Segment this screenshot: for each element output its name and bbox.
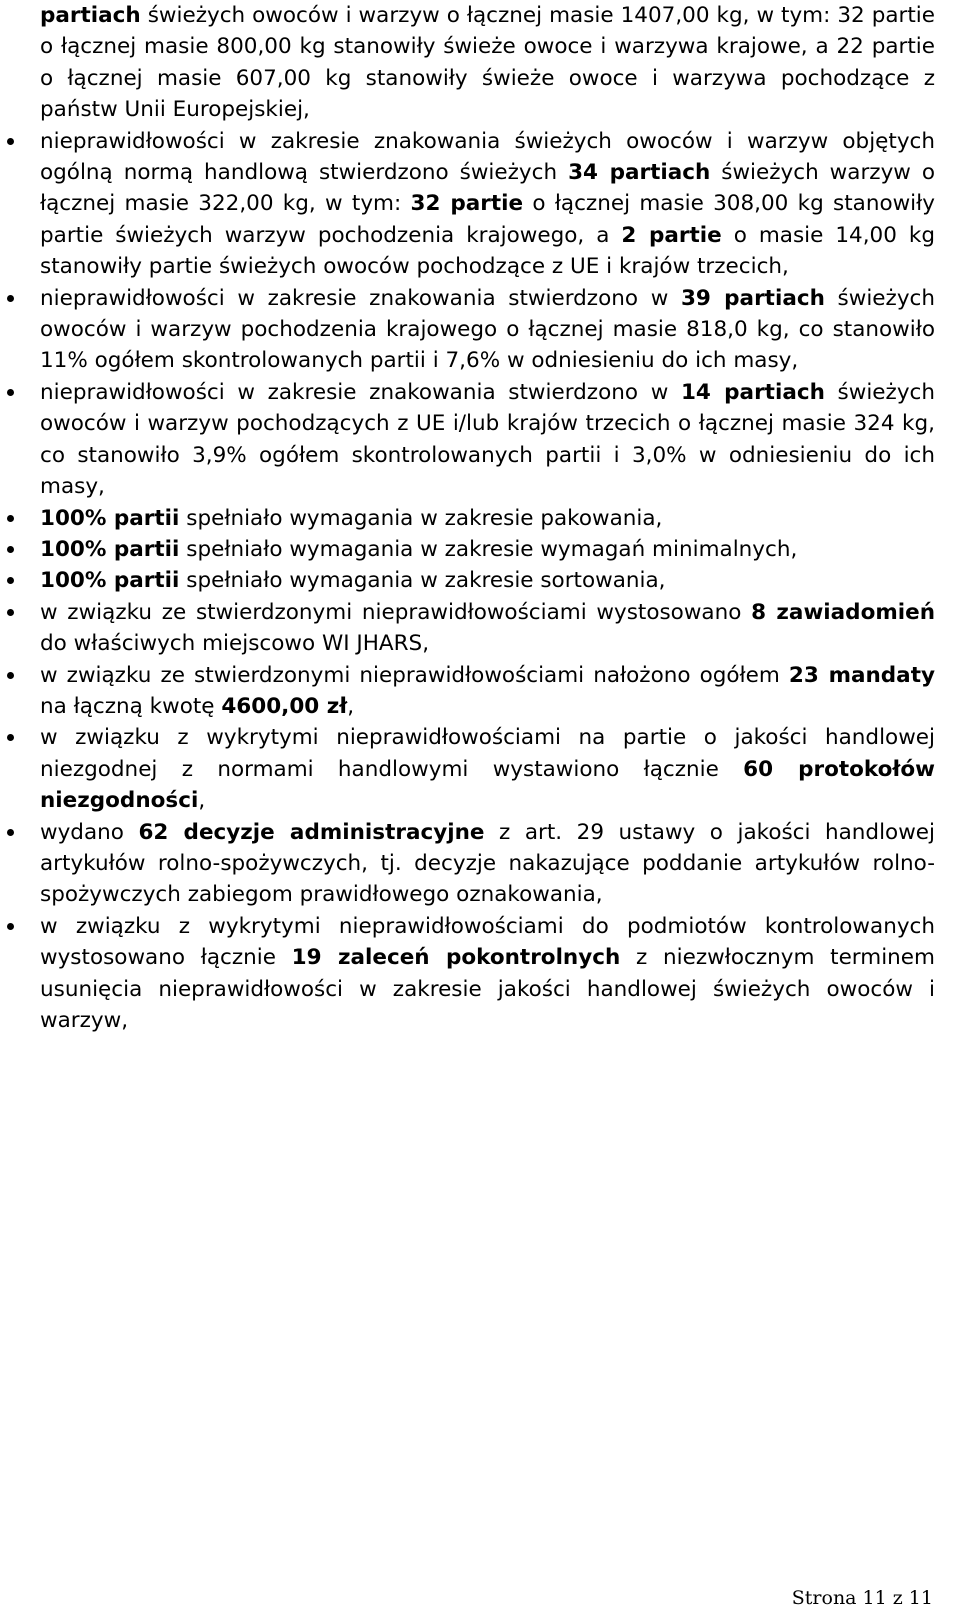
bold-text: 100% partii — [40, 505, 180, 531]
text-run: świeżych owoców i warzyw o łącznej masie 1407,00 kg, w tym: 32 partie o łącznej masie 800,00 kg stanowiły świeże owoce i warzywa krajowe, a 22 partie o łącznej masie 607,00 kg stanowiły świeże owoce i warzywa pochodzące z państw Unii Europejskiej, — [40, 3, 935, 123]
bold-text: 32 partie — [410, 191, 524, 217]
bold-text: 62 decyzje administracyjne — [138, 819, 485, 845]
bullet-item — [40, 503, 935, 534]
bold-text: partiach — [40, 3, 141, 28]
bold-text: 8 zawiadomień — [751, 599, 935, 625]
bullet-item — [40, 660, 935, 723]
text-run: nieprawidłowości w zakresie znakowania stwierdzono w — [40, 285, 681, 311]
bullet-item — [40, 565, 935, 596]
text-run: o łącznej masie 308,00 kg stanowiły partie świeżych warzyw pochodzenia krajowego, a — [40, 191, 935, 248]
bullet-item — [40, 534, 935, 565]
text-run: spełniało wymagania w zakresie wymagań minimalnych, — [179, 536, 798, 562]
text-run: spełniało wymagania w zakresie pakowania, — [179, 505, 663, 531]
text-run: z niezwłocznym terminem usunięcia nieprawidłowości w zakresie jakości handlowej świeżych owoców i warzyw, — [40, 945, 935, 1033]
bold-text: 23 mandaty — [788, 662, 935, 688]
text-run: w związku ze stwierdzonymi nieprawidłowościami nałożono ogółem — [40, 662, 789, 688]
text-run: świeżych warzyw o łącznej masie 322,00 kg, w tym: — [40, 160, 935, 217]
bold-text: 60 protokołów niezgodności — [40, 756, 935, 814]
text-run: w związku z wykrytymi nieprawidłowościami do podmiotów kontrolowanych wystosowano łącznie — [40, 913, 935, 971]
page-number: Strona 11 z 11 — [791, 1587, 933, 1609]
bold-text: 19 zaleceń pokontrolnych — [291, 945, 621, 971]
bold-text: 100% partii — [40, 568, 180, 594]
text-run: spełniało wymagania w zakresie sortowania, — [179, 568, 666, 594]
bullet-item — [40, 377, 935, 503]
text-run: do właściwych miejscowo WI JHARS, — [40, 631, 430, 657]
text-run: nieprawidłowości w zakresie znakowania świeżych owoców i warzyw objętych ogólną normą handlową stwierdzono świeżych — [40, 128, 935, 186]
text-run: , — [198, 788, 206, 814]
text-run: na łączną kwotę — [40, 693, 222, 719]
text-run: z art. 29 ustawy o jakości handlowej artykułów rolno-spożywczych, tj. decyzje nakazujące poddanie artykułów rolno-spożywczych zabiegom prawidłowego oznakowania, — [40, 819, 935, 908]
bold-text: 14 partiach — [680, 379, 825, 405]
bullet-item — [40, 126, 935, 283]
text-run: nieprawidłowości w zakresie znakowania stwierdzono w — [40, 379, 681, 405]
bold-text: 100% partii — [40, 536, 180, 562]
bullet-item — [40, 597, 935, 660]
bold-text: 2 partie — [621, 222, 722, 248]
text-run: wydano — [40, 819, 139, 845]
text-run: świeżych owoców i warzyw pochodzenia krajowego o łącznej masie 818,0 kg, co stanowiło 11% ogółem skontrolowanych partii i 7,6% w odniesieniu do ich masy, — [40, 285, 935, 374]
bold-text: 4600,00 zł — [221, 693, 348, 719]
bullet-item — [40, 817, 935, 911]
text-run: , — [347, 693, 355, 719]
bullet-item — [40, 722, 935, 816]
text-run: w związku z wykrytymi nieprawidłowościami na partie o jakości handlowej niezgodnej z normami handlowymi wystawiono łącznie — [40, 725, 935, 782]
text-run: świeżych owoców i warzyw pochodzących z UE i/lub krajów trzecich o łącznej masie 324 kg, co stanowiło 3,9% ogółem skontrolowanych partii i 3,0% w odniesieniu do ich masy, — [40, 379, 935, 500]
text-run: w związku ze stwierdzonymi nieprawidłowościami wystosowano — [40, 599, 752, 625]
text-run: o masie 14,00 kg stanowiły partie świeżych owoców pochodzące z UE i krajów trzecich, — [40, 222, 935, 280]
bullet-item — [40, 911, 935, 1037]
findings-list — [40, 0, 935, 1036]
bullet-item — [40, 283, 935, 377]
bold-text: 39 partiach — [680, 285, 825, 311]
continued-paragraph — [40, 0, 935, 126]
bold-text: 34 partiach — [568, 160, 711, 186]
